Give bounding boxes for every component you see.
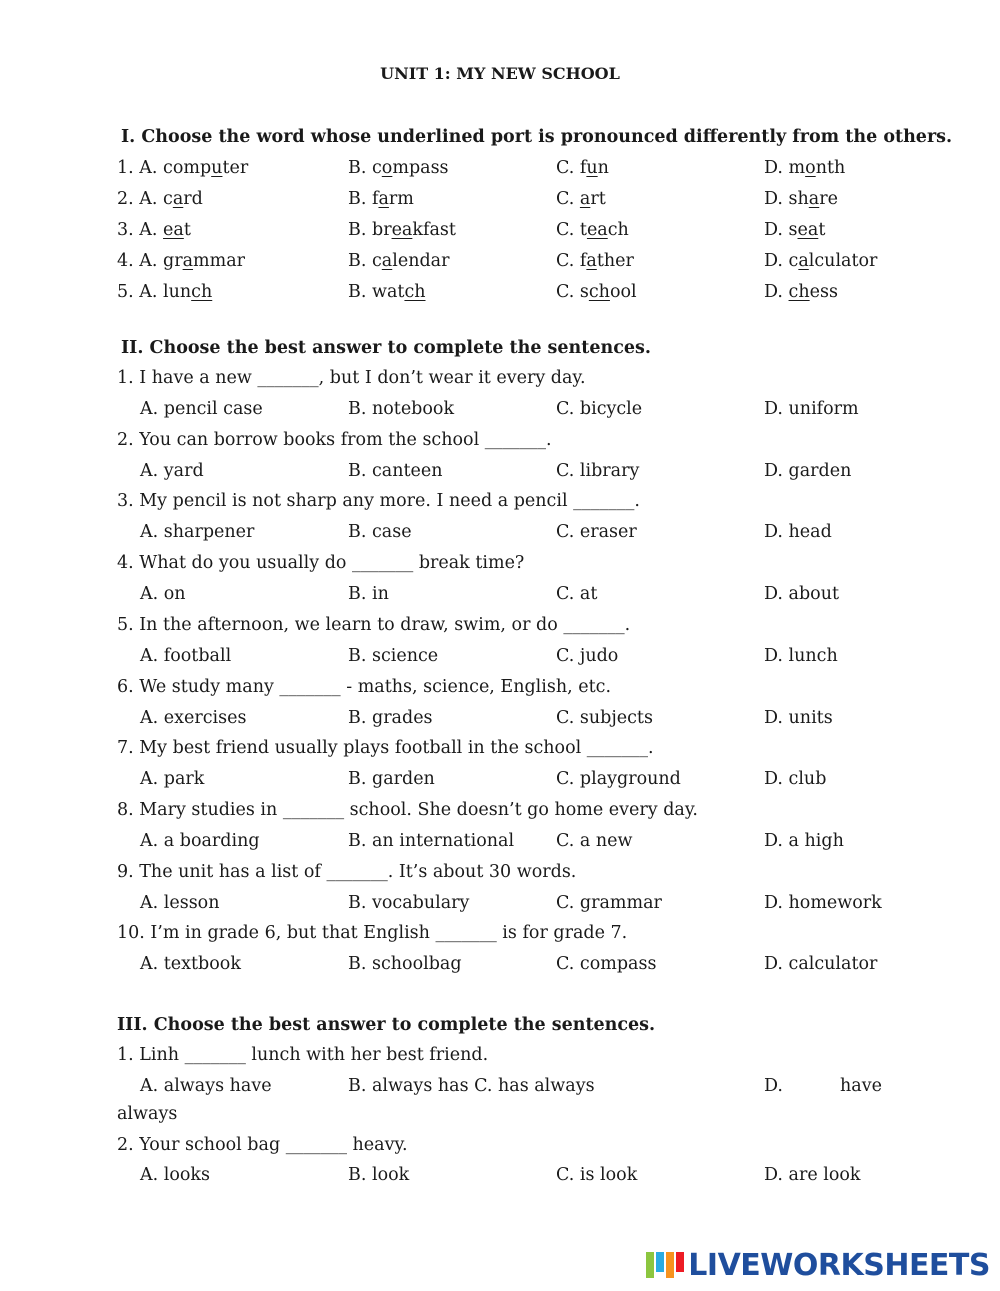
answer-option[interactable]: B. an international: [348, 830, 515, 851]
answer-option[interactable]: A. football: [140, 645, 232, 666]
answer-option[interactable]: C. compass: [556, 954, 657, 975]
underlined-sound: a: [378, 189, 389, 209]
answer-option[interactable]: A. textbook: [140, 954, 241, 975]
question-text: 7. My best friend usually plays football in the school _______.: [117, 738, 654, 759]
underlined-sound: a: [579, 189, 591, 209]
answer-option[interactable]: C. teach: [556, 220, 629, 240]
section-1-heading: I. Choose the word whose underlined port is pronounced differently from the others.: [121, 127, 953, 147]
answer-option[interactable]: B. garden: [348, 769, 435, 790]
answer-option[interactable]: B. science: [348, 645, 439, 666]
answer-option[interactable]: D. share: [764, 189, 838, 209]
answer-option[interactable]: A. on: [140, 584, 186, 605]
answer-option[interactable]: D. club: [764, 769, 827, 790]
answer-option[interactable]: B. vocabulary: [348, 892, 470, 913]
answer-option[interactable]: D. units: [764, 707, 833, 728]
answer-option[interactable]: B. farm: [348, 189, 414, 209]
answer-option[interactable]: D. a high: [764, 830, 844, 851]
answer-option[interactable]: D. uniform: [764, 399, 859, 419]
underlined-sound: u: [211, 158, 223, 178]
question-text: 1. Linh _______ lunch with her best friend.: [117, 1045, 489, 1065]
answer-option[interactable]: C. grammar: [556, 892, 662, 913]
answer-option[interactable]: A. park: [140, 769, 205, 790]
answer-option[interactable]: B. grades: [348, 707, 433, 728]
underlined-sound: o: [381, 158, 393, 178]
answer-option[interactable]: 4. A. grammar: [117, 251, 246, 271]
answer-option[interactable]: D. calculator: [764, 954, 878, 975]
answer-option[interactable]: C. fun: [556, 158, 609, 178]
answer-option[interactable]: B. notebook: [348, 399, 455, 419]
underlined-sound: a: [586, 251, 597, 271]
answer-option[interactable]: 1. A. computer: [117, 158, 249, 178]
answer-option[interactable]: C. school: [556, 282, 637, 302]
question-text: 2. You can borrow books from the school _______.: [117, 429, 552, 450]
answer-option[interactable]: A. pencil case: [140, 399, 263, 419]
question-text: 10. I’m in grade 6, but that English _______ is for grade 7.: [117, 923, 628, 944]
answer-option[interactable]: D.: [764, 1076, 783, 1096]
answer-option[interactable]: D. calculator: [764, 251, 878, 271]
question-text: 5. In the afternoon, we learn to draw, swim, or do _______.: [117, 614, 631, 635]
question-text: 8. Mary studies in _______ school. She doesn’t go home every day.: [117, 799, 698, 820]
answer-option[interactable]: B. compass: [348, 158, 449, 178]
answer-option[interactable]: D. are look: [764, 1165, 861, 1185]
answer-option[interactable]: C. judo: [556, 645, 619, 666]
answer-option[interactable]: A. sharpener: [140, 522, 255, 543]
answer-option[interactable]: D. garden: [764, 460, 852, 481]
question-text: 1. I have a new _______, but I don’t wear it every day.: [117, 368, 586, 388]
answer-option[interactable]: A. exercises: [140, 707, 247, 728]
answer-option[interactable]: A. always have: [140, 1076, 272, 1096]
underlined-sound: o: [805, 158, 816, 178]
answer-option[interactable]: B. canteen: [348, 460, 443, 481]
underlined-sound: a: [381, 251, 393, 271]
question-text: 2. Your school bag _______ heavy.: [117, 1135, 408, 1155]
question-text: 3. My pencil is not sharp any more. I need a pencil _______.: [117, 491, 640, 512]
answer-option[interactable]: C. at: [556, 584, 598, 605]
answer-option[interactable]: C. art: [556, 189, 606, 209]
answer-option[interactable]: C. bicycle: [556, 399, 643, 419]
underlined-sound: ea: [163, 220, 184, 240]
answer-option[interactable]: 5. A. lunch: [117, 282, 213, 302]
question-text: 4. What do you usually do _______ break time?: [117, 553, 525, 574]
logo-block: [676, 1252, 684, 1272]
answer-option[interactable]: A. looks: [140, 1165, 211, 1185]
answer-option[interactable]: 3. A. eat: [117, 220, 191, 240]
answer-option[interactable]: B. case: [348, 522, 412, 543]
underlined-sound: ea: [391, 220, 413, 240]
logo-block: [666, 1252, 674, 1278]
answer-option[interactable]: D. about: [764, 584, 840, 605]
answer-option[interactable]: B. watch: [348, 282, 426, 302]
answer-option[interactable]: B. in: [348, 584, 389, 605]
underlined-sound: ch: [404, 282, 426, 302]
answer-option[interactable]: C. is look: [556, 1165, 638, 1185]
answer-option[interactable]: B. schoolbag: [348, 954, 462, 975]
underlined-sound: ea: [797, 220, 819, 240]
answer-option[interactable]: B. always has C. has always: [348, 1076, 595, 1096]
answer-option[interactable]: C. father: [556, 251, 634, 271]
underlined-sound: a: [182, 251, 194, 271]
answer-option[interactable]: C. eraser: [556, 522, 637, 543]
answer-option[interactable]: C. a new: [556, 830, 633, 851]
answer-option[interactable]: D. homework: [764, 892, 882, 913]
answer-option[interactable]: B. breakfast: [348, 220, 456, 240]
underlined-sound: a: [172, 189, 184, 209]
underlined-sound: u: [586, 158, 598, 178]
answer-option[interactable]: D. head: [764, 522, 832, 543]
answer-option[interactable]: A. yard: [140, 460, 204, 481]
answer-option[interactable]: D. chess: [764, 282, 838, 302]
answer-option[interactable]: A. a boarding: [140, 830, 260, 851]
answer-option[interactable]: D. seat: [764, 220, 826, 240]
logo-mark-icon: [646, 1252, 684, 1278]
answer-option[interactable]: B. look: [348, 1165, 410, 1185]
answer-option[interactable]: D. month: [764, 158, 846, 178]
underlined-sound: a: [798, 251, 809, 271]
underlined-sound: ch: [191, 282, 213, 302]
answer-option[interactable]: B. calendar: [348, 251, 450, 271]
question-text: 9. The unit has a list of _______. It’s about 30 words.: [117, 861, 577, 882]
section-2-heading: II. Choose the best answer to complete the sentences.: [121, 338, 651, 358]
question-text: 6. We study many _______ - maths, science, English, etc.: [117, 676, 612, 697]
answer-option-wrap: always: [117, 1104, 178, 1124]
page-title: UNIT 1: MY NEW SCHOOL: [380, 64, 620, 83]
answer-option[interactable]: D. lunch: [764, 645, 838, 666]
section-3-heading: III. Choose the best answer to complete the sentences.: [117, 1015, 656, 1035]
answer-option[interactable]: C. subjects: [556, 707, 653, 728]
underlined-sound: ch: [588, 282, 610, 302]
logo-text: LIVEWORKSHEETS: [688, 1247, 990, 1283]
logo-block: [656, 1252, 664, 1272]
answer-option[interactable]: C. playground: [556, 769, 681, 790]
underlined-sound: ch: [788, 282, 810, 302]
answer-option[interactable]: A. lesson: [140, 892, 220, 913]
liveworksheets-logo[interactable]: [646, 1247, 990, 1283]
answer-option[interactable]: have: [840, 1076, 882, 1096]
underlined-sound: ea: [586, 220, 608, 240]
answer-option[interactable]: C. library: [556, 460, 640, 481]
underlined-sound: a: [808, 189, 820, 209]
answer-option[interactable]: 2. A. card: [117, 189, 203, 209]
logo-block: [646, 1252, 654, 1278]
